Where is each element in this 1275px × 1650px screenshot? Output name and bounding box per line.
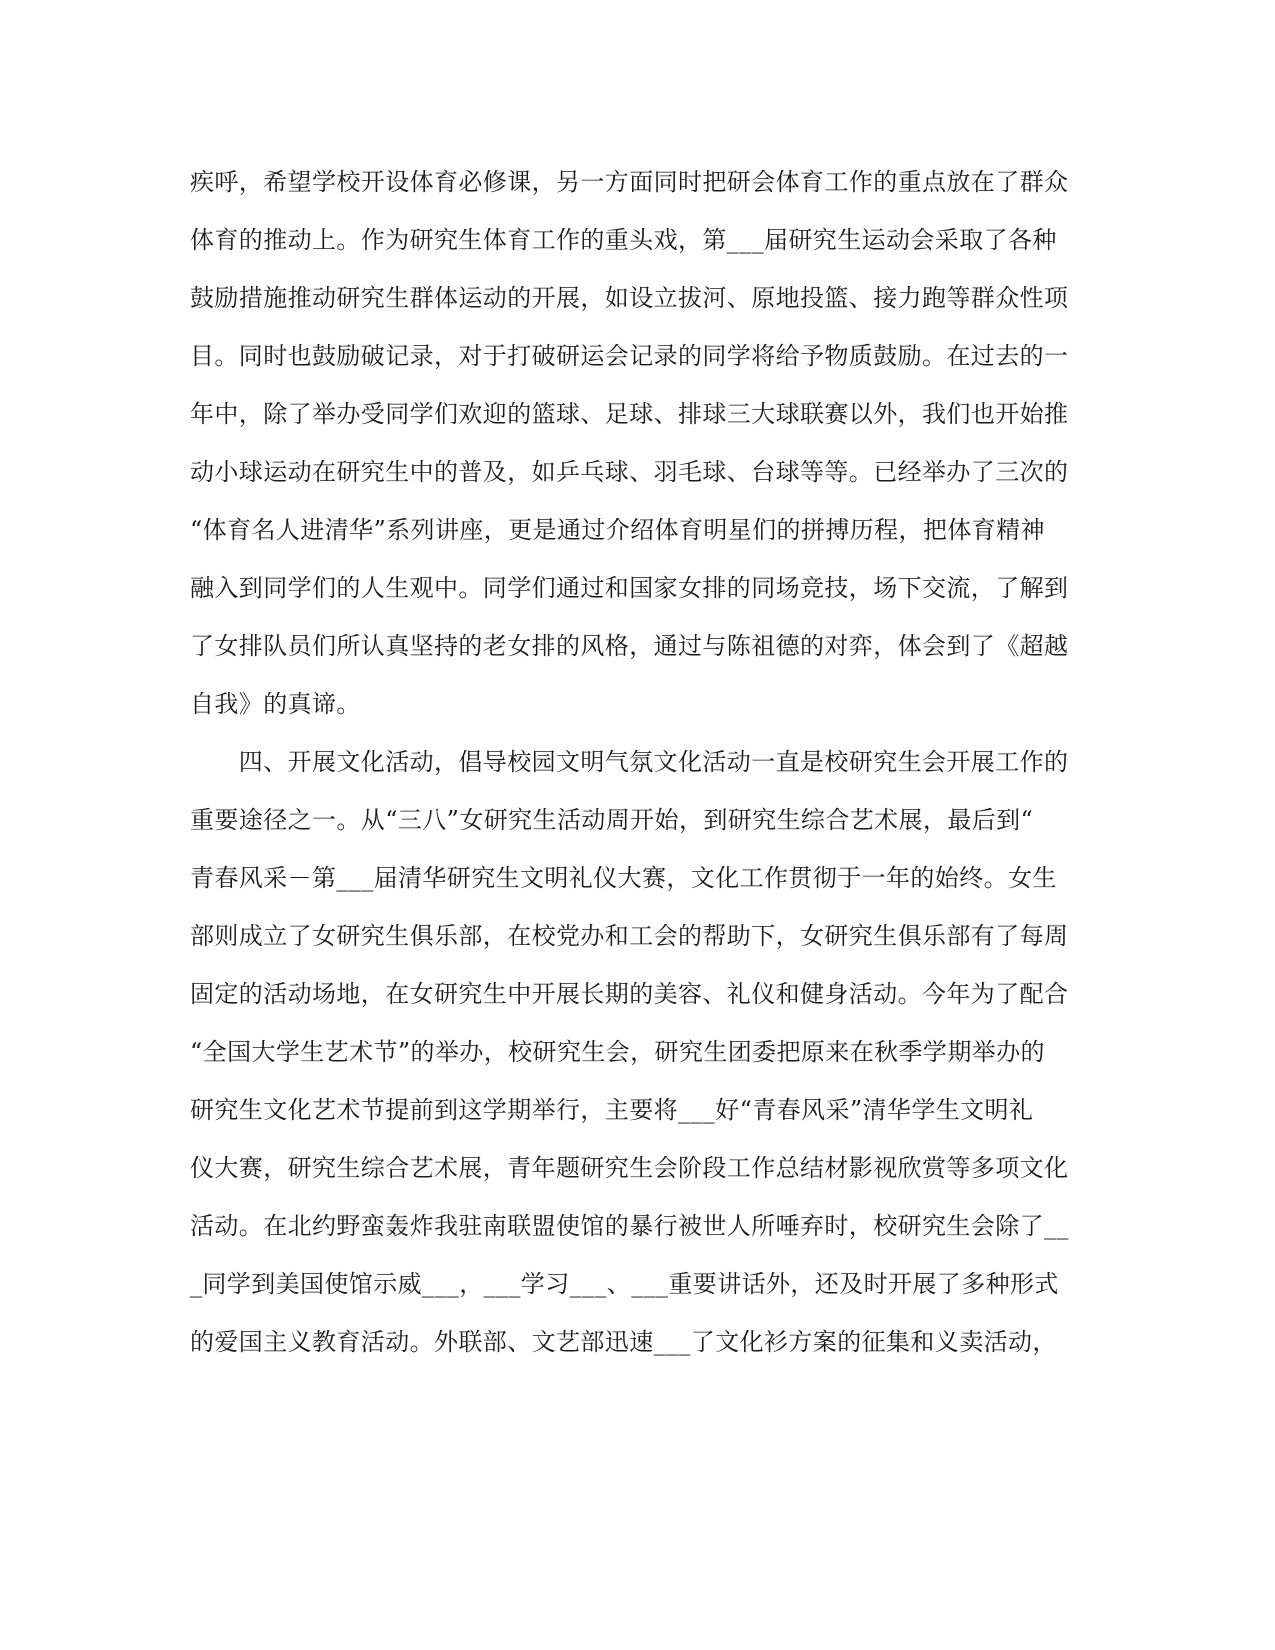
text-line: 活动。在北约野蛮轰炸我驻南联盟使馆的暴行被世人所唾弃时，校研究生会除了__	[190, 1212, 1069, 1240]
text-line: 年中，除了举办受同学们欢迎的篮球、足球、排球三大球联赛以外，我们也开始推	[190, 400, 1069, 428]
text-line: 部则成立了女研究生俱乐部，在校党办和工会的帮助下，女研究生俱乐部有了每周	[190, 922, 1069, 950]
text-line: 仪大赛，研究生综合艺术展，青年题研究生会阶段工作总结材影视欣赏等多项文化	[190, 1154, 1069, 1182]
text-line: 疾呼，希望学校开设体育必修课，另一方面同时把研会体育工作的重点放在了群众	[190, 168, 1069, 196]
text-line: “体育名人进清华”系列讲座，更是通过介绍体育明星们的拼搏历程，把体育精神	[190, 516, 1045, 544]
text-line: 研究生文化艺术节提前到这学期举行，主要将___好“青春风采”清华学生文明礼	[190, 1096, 1034, 1124]
text-line: 四、开展文化活动，倡导校园文明气氛文化活动一直是校研究生会开展工作的	[190, 748, 1069, 776]
text-line: 青春风采－第___届清华研究生文明礼仪大赛，文化工作贯彻于一年的始终。女生	[190, 864, 1057, 892]
text-line: 固定的活动场地，在女研究生中开展长期的美容、礼仪和健身活动。今年为了配合	[190, 980, 1069, 1008]
text-line: 动小球运动在研究生中的普及，如乒乓球、羽毛球、台球等等。已经举办了三次的	[190, 458, 1069, 486]
text-line: 目。同时也鼓励破记录，对于打破研运会记录的同学将给予物质鼓励。在过去的一	[190, 342, 1069, 370]
text-line: _同学到美国使馆示威___，___学习___、___重要讲话外，还及时开展了多种形式	[190, 1270, 1059, 1298]
text-line: 融入到同学们的人生观中。同学们通过和国家女排的同场竞技，场下交流，了解到	[190, 574, 1069, 602]
text-line: 重要途径之一。从“三八”女研究生活动周开始，到研究生综合艺术展，最后到“	[190, 806, 1034, 834]
text-line: “全国大学生艺术节”的举办，校研究生会，研究生团委把原来在秋季学期举办的	[190, 1038, 1045, 1066]
text-line: 了女排队员们所认真坚持的老女排的风格，通过与陈祖德的对弈，体会到了《超越	[190, 632, 1069, 660]
text-line: 自我》的真谛。	[190, 690, 361, 718]
text-line: 的爱国主义教育活动。外联部、文艺部迅速___了文化衫方案的征集和义卖活动，	[190, 1328, 1057, 1356]
text-line: 体育的推动上。作为研究生体育工作的重头戏，第___届研究生运动会采取了各种	[190, 226, 1057, 254]
text-line: 鼓励措施推动研究生群体运动的开展，如设立拔河、原地投篮、接力跑等群众性项	[190, 284, 1069, 312]
